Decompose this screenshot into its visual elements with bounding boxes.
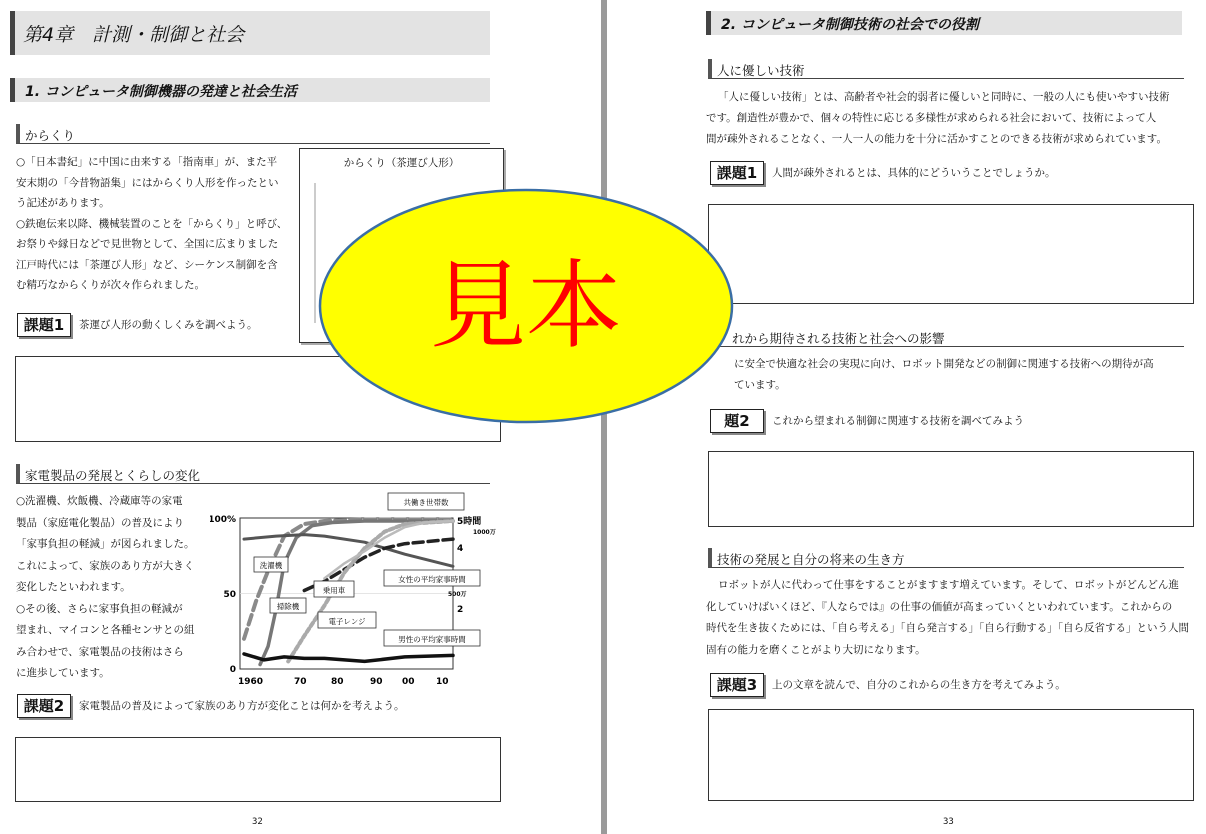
label-car <box>314 581 354 597</box>
x-tick: 1960 <box>238 677 264 687</box>
x-tick: 80 <box>331 677 344 687</box>
text-line: 製品（家庭電化製品）の普及により <box>16 516 184 529</box>
karakuri-figure-caption: からくり（茶運び人形） <box>343 157 460 169</box>
future-paragraph <box>734 354 1196 396</box>
label-washing-machine <box>254 557 288 572</box>
y-right-unit: 1000万 <box>473 529 496 536</box>
x-tick: 90 <box>370 677 383 687</box>
text-line: う記述があります。 <box>16 197 110 209</box>
y-right-tick: 4 <box>457 544 464 554</box>
section2-title-bar <box>706 11 1182 35</box>
left-task2 <box>17 694 497 718</box>
task-badge <box>17 313 71 337</box>
text-line: ロボットが人に代わって仕事をすることがますます増えています。そして、ロボットがどんどん進 <box>718 579 1179 591</box>
career-paragraph <box>706 575 1198 661</box>
right-task1-answer-box[interactable] <box>708 204 1194 304</box>
y-right-unit: 500万 <box>448 591 467 598</box>
right-task3-answer-box[interactable] <box>708 709 1194 801</box>
task-badge-label: 課題 <box>23 316 54 334</box>
right-task1 <box>710 161 1180 185</box>
figure-placeholder-line <box>314 183 316 323</box>
y-right-tick: 5時間 <box>457 517 482 527</box>
label-male-housework <box>384 630 480 646</box>
left-task1 <box>17 313 297 337</box>
right-task2 <box>710 409 1180 433</box>
text-line: み合わせで、家電製品の技術はさら <box>16 645 184 658</box>
series-label: 男性の平均家事時間 <box>398 635 466 644</box>
task-badge-label: 課題 <box>716 164 747 182</box>
section1-title-bar <box>10 78 490 102</box>
series-label: 女性の平均家事時間 <box>398 575 466 584</box>
text-line: 化していけばいくほど、『人ならでは』の仕事の価値が高まっていくといわれています。これからの <box>706 600 1173 613</box>
text-line: に進歩しています。 <box>16 667 110 679</box>
text-line: 「人に優しい技術」とは、高齢者や社会的弱者に優しいと同時に、一般の人にも使いやすい技術 <box>718 91 1170 103</box>
y-left-tick: 0 <box>229 665 236 675</box>
appliances-heading: 家電製品の発展とくらしの変化 <box>25 468 201 483</box>
y-right-tick: 2 <box>457 605 464 615</box>
humane-heading-bar <box>708 59 1184 79</box>
task-badge-label: 題 <box>724 412 740 430</box>
x-tick: 10 <box>436 677 449 687</box>
text-line: お祭りや縁日などで見世物として、全国に広まりました <box>16 238 279 250</box>
future-heading: れから期待される技術と社会への影響 <box>732 331 945 346</box>
career-heading: 技術の発展と自分の将来の生き方 <box>717 552 905 567</box>
text-line: 固有の能力を磨くことがより大切になります。 <box>706 643 926 656</box>
text-line: ○「日本書紀」に中国に由来する「指南車」が、また平 <box>16 156 278 168</box>
label-working-couples <box>388 493 464 510</box>
task-number: 3 <box>746 676 758 694</box>
task-text: 茶運び人形の動くしくみを調べよう。 <box>79 319 258 331</box>
appliance-adoption-chart <box>210 490 500 690</box>
task-text: 上の文章を読んで、自分のこれからの生き方を考えてみよう。 <box>772 679 1066 691</box>
chapter-title-bar <box>10 11 490 55</box>
karakuri-paragraph <box>16 152 296 296</box>
task-badge <box>710 161 764 185</box>
label-female-housework <box>384 570 480 586</box>
section2-title: 2. コンピュータ制御技術の社会での役割 <box>721 17 979 33</box>
text-line: ○鉄砲伝来以降、機械装置のことを「からくり」と呼び、 <box>16 217 288 230</box>
task-text: これから望まれる制御に関連する技術を調べてみよう <box>772 415 1024 427</box>
text-line: これによって、家族のあり方が大きく <box>16 559 195 572</box>
career-heading-bar <box>708 548 1184 568</box>
karakuri-heading: からくり <box>25 128 76 143</box>
appliances-paragraph <box>16 491 216 685</box>
text-line: ○その後、さらに家事負担の軽減が <box>16 602 183 615</box>
series-label: 掃除機 <box>276 602 300 611</box>
task-number: 1 <box>746 164 758 182</box>
text-line: 「家事負担の軽減」が図られました。 <box>16 538 195 550</box>
text-line: ています。 <box>734 379 786 391</box>
series-label: 乗用車 <box>322 586 346 595</box>
task-number: 2 <box>739 412 750 430</box>
page-number-left: 32 <box>252 817 263 827</box>
right-task3 <box>710 673 1180 697</box>
task-badge-label: 課題 <box>716 676 747 694</box>
text-line: 江戸時代には「茶運び人形」など、シーケンス制御を含 <box>16 258 278 271</box>
y-left-tick: 50 <box>223 590 236 600</box>
future-heading-bar <box>708 327 1184 347</box>
text-line: に安全で快適な社会の実現に向け、ロボット開発などの制御に関連する技術への期待が高 <box>734 358 1154 370</box>
karakuri-heading-bar <box>16 124 490 144</box>
label-vacuum <box>270 598 306 613</box>
text-line: む精巧なからくりが次々作られました。 <box>16 279 205 291</box>
text-line: ○洗濯機、炊飯機、冷蔵庫等の家電 <box>16 495 183 507</box>
text-line: 間が疎外されることなく、一人一人の能力を十分に活かすことのできる技術が求められています。 <box>706 133 1167 145</box>
series-label: 共働き世帯数 <box>403 498 449 507</box>
task-text: 人間が疎外されるとは、具体的にどういうことでしょうか。 <box>772 167 1056 179</box>
text-line: です。創造性が豊かで、個々の特性に応じる多様性が求められる社会において、技術によって人 <box>706 112 1157 124</box>
task-badge <box>710 673 764 697</box>
label-microwave <box>318 612 376 628</box>
chart-svg <box>210 490 500 690</box>
series-label: 洗濯機 <box>259 561 283 570</box>
section1-title: 1. コンピュータ制御機器の発達と社会生活 <box>25 84 297 100</box>
text-line: 変化したといわれます。 <box>16 581 131 593</box>
left-task2-answer-box[interactable] <box>15 737 501 802</box>
series-label: 電子レンジ <box>328 617 366 626</box>
stamp-text: 見本 <box>430 250 622 362</box>
text-line: 望まれ、マイコンと各種センサとの組 <box>16 624 195 636</box>
appliances-heading-bar <box>16 464 490 484</box>
task-badge-label: 課題 <box>23 697 54 715</box>
humane-paragraph <box>706 87 1196 150</box>
chapter-title: 第4章 計測・制御と社会 <box>23 24 245 46</box>
text-line: 安末期の「今昔物語集」にはからくり人形を作ったとい <box>16 176 279 189</box>
y-left-tick: 100% <box>210 515 236 525</box>
task-number: 1 <box>53 316 65 334</box>
x-tick: 00 <box>402 677 415 687</box>
right-task2-answer-box[interactable] <box>708 451 1194 527</box>
text-line: 時代を生き抜くためには、「自ら考える」「自ら発言する」「自ら行動する」「自ら反省する」という人間 <box>706 622 1189 634</box>
task-number: 2 <box>53 697 65 715</box>
humane-heading: 人に優しい技術 <box>717 63 805 78</box>
task-badge <box>17 694 71 718</box>
task-text: 家電製品の普及によって家族のあり方が変化ことは何かを考えよう。 <box>79 700 405 712</box>
x-tick: 70 <box>294 677 307 687</box>
page-number-right: 33 <box>943 817 954 827</box>
